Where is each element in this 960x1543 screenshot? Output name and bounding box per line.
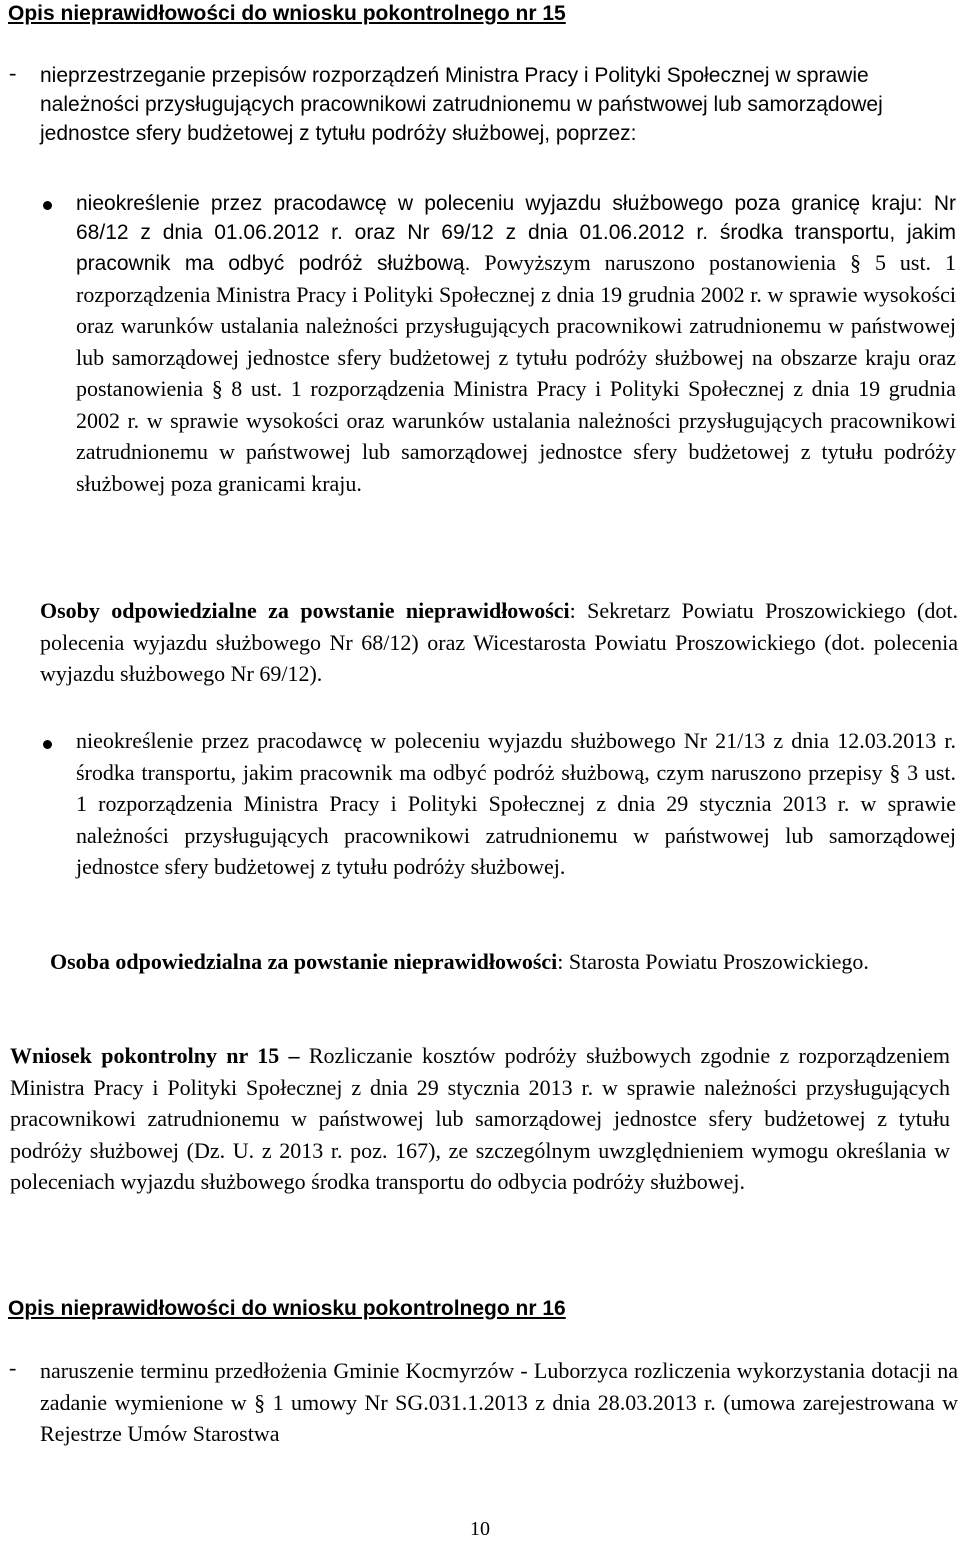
responsible-text-1: : Sekretarz Powiatu Proszowickiego (dot. polecenia wyjazdu służbowego Nr 68/12) oraz Wicestarosta Powiatu Proszowickiego (dot. polecenia wyjazdu służbowego Nr 69/12). <box>40 598 958 686</box>
responsible-label-1: Osoby odpowiedzialne za powstanie nieprawidłowości <box>40 598 570 623</box>
bullet-paragraph-2: nieokreślenie przez pracodawcę w poleceniu wyjazdu służbowego Nr 21/13 z dnia 12.03.2013 r. środka transportu, jakim pracownik ma odbyć podróż służbową, czym naruszono przepisy § 3 ust. 1 rozporządzenia Ministra Pracy i Polityki Społecznej z dnia 29 stycznia 2013 r. w sprawie należności przysługujących pracownikowi zatrudnionemu w państwowej lub samorządowej jednostce sfery budżetowej z tytułu podróży służbowej. <box>76 728 956 879</box>
responsible-paragraph-2 <box>50 946 958 978</box>
dash-marker: - <box>9 1355 17 1380</box>
dash-marker: - <box>9 60 17 85</box>
heading-recommendation-16: Opis nieprawidłowości do wniosku pokontrolnego nr 16 <box>8 1297 566 1320</box>
heading-recommendation-15: Opis nieprawidłowości do wniosku pokontrolnego nr 15 <box>8 2 566 25</box>
bullet-icon <box>43 201 52 210</box>
responsible-label-2: Osoba odpowiedzialna za powstanie nieprawidłowości <box>50 949 558 974</box>
bullet-paragraph-1 <box>76 189 956 499</box>
recommendation-label-15: Wniosek pokontrolny nr 15 – <box>10 1043 300 1068</box>
item-16-paragraph: naruszenie terminu przedłożenia Gminie Kocmyrzów - Luborzyca rozliczenia wykorzystania dotacji na zadanie wymienione w § 1 umowy Nr SG.031.1.2013 z dnia 28.03.2013 r. (umowa zarejestrowana w Rejestrze Umów Starostwa <box>40 1358 958 1446</box>
bullet-icon <box>43 740 52 749</box>
responsible-paragraph-1 <box>40 595 958 690</box>
bullet-1-part-a: nieokreślenie przez pracodawcę w poleceniu wyjazdu służbowego poza granicę kraju: Nr 68/12 z dnia 01.06.2012 r. oraz Nr 69/12 z dnia 01.06.2012 r. środka transportu, jakim pracownik ma odbyć podróż służbową. <box>76 192 956 275</box>
recommendation-text-15: Rozliczanie kosztów podróży służbowych zgodnie z rozporządzeniem Ministra Pracy i Polityki Społecznej z dnia 29 stycznia 2013 r. w sprawie należności przysługujących pracownikowi zatrudnionemu w państwowej lub samorządowej jednostce sfery budżetowej z tytułu podróży służbowej (Dz. U. z 2013 r. poz. 167), ze szczególnym uwzględnieniem wymogu określania w poleceniach wyjazdu służbowego środka transportu do odbycia podróży służbowej. <box>10 1043 950 1194</box>
recommendation-paragraph-15 <box>10 1040 950 1198</box>
bullet-1-part-b: Powyższym naruszono postanowienia § 5 ust. 1 rozporządzenia Ministra Pracy i Polityki Społecznej z dnia 19 grudnia 2002 r. w sprawie wysokości oraz warunków ustalania należności przysługujących pracownikowi zatrudnionemu w państwowej lub samorządowej jednostce sfery budżetowej z tytułu podróży służbowej na obszarze kraju oraz postanowienia § 8 ust. 1 rozporządzenia Ministra Pracy i Polityki Społecznej z dnia 19 grudnia 2002 r. w sprawie wysokości oraz warunków ustalania należności przysługujących pracownikowi zatrudnionemu w państwowej lub samorządowej jednostce sfery budżetowej z tytułu podróży służbowej poza granicami kraju. <box>76 250 956 496</box>
intro-paragraph: nieprzestrzeganie przepisów rozporządzeń Ministra Pracy i Polityki Społecznej w sprawie należności przysługujących pracownikowi zatrudnionemu w państwowej lub samorządowej jednostce sfery budżetowej z tytułu podróży służbowej, poprzez: <box>40 64 883 145</box>
responsible-text-2: : Starosta Powiatu Proszowickiego. <box>557 949 869 974</box>
page-number: 10 <box>470 1518 490 1540</box>
